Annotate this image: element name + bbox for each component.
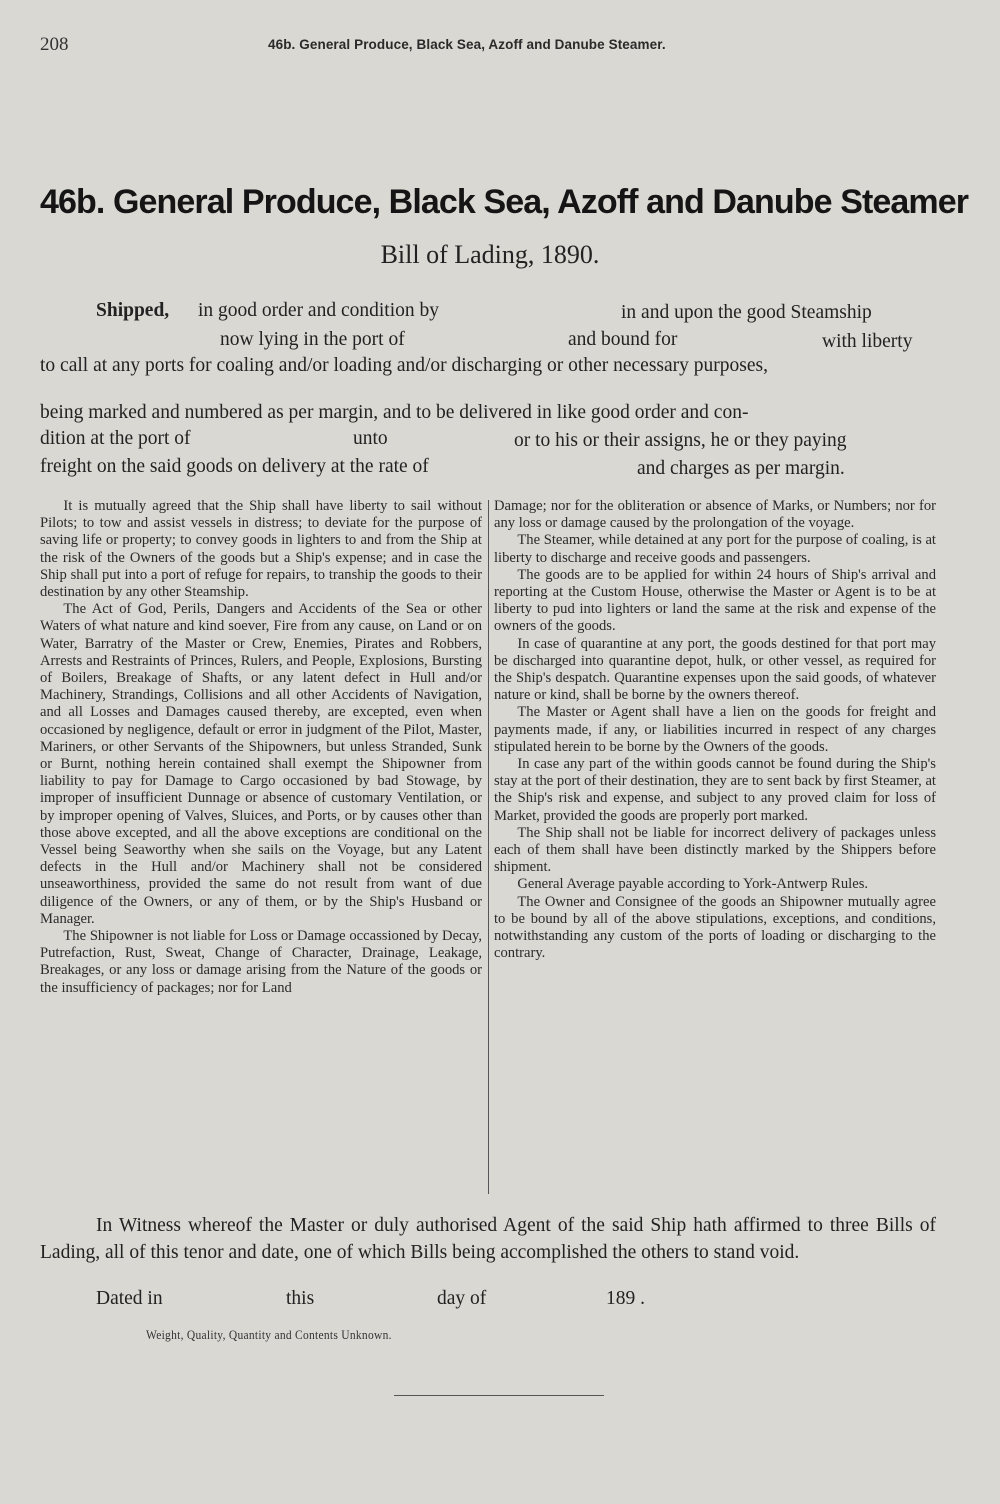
intro-fragment: with liberty <box>822 331 913 352</box>
clauses-right-column <box>494 498 936 962</box>
intro-fragment: in good order and condition by <box>198 300 439 321</box>
clauses-left-column <box>40 498 482 997</box>
intro-fragment: and charges as per margin. <box>637 458 845 479</box>
clause-paragraph: The Act of God, Perils, Dangers and Accidents of the Sea or other Waters of what nature and kind soever, Fire from any cause, on Land or on Water, Barratry of the Master or Crew, Enemies, Pirates and Robbers, Arrests and Restraints of Princes, Rulers, and People, Explosions, Bursting of Boilers, Breakage of Shafts, or any latent defect in Hull and/or Machinery, Strandings, Collisions and all other Accidents of Navigation, and all Losses and Damages caused thereby, are excepted, even when occasioned by negligence, default or error in judgment of the Pilot, Master, Mariners, or other Servants of the Shipowners, but unless Stranded, Sunk or Burnt, nothing herein contained shall exempt the Shipowner from liability to pay for Damage to Cargo occasioned by bad Stowage, by improper of insufficient Dunnage or absence of customary Ventilation, or by improper opening of Valves, Sluices, and Ports, or by causes other than those above excepted, and all the above exceptions are conditional on the Vessel being Seaworthy when she sails on the Voyage, but any Latent defects in the Hull and/or Machinery shall not be considered unseaworthiness, provided the same do not result from want of due diligence of the Owners, or any of them, or by the Ship's Husband or Manager. <box>40 601 482 927</box>
clause-paragraph: Damage; nor for the obliteration or absence of Marks, or Numbers; nor for any loss or damage caused by the prolongation of the voyage. <box>494 498 936 532</box>
intro-fragment: dition at the port of <box>40 428 191 449</box>
column-divider <box>488 500 489 1194</box>
day-of-label: day of <box>437 1288 487 1309</box>
this-label: this <box>286 1288 315 1309</box>
clause-paragraph: In case any part of the within goods cannot be found during the Ship's stay at the port of their destination, they are to sent back by first Steamer, at the Ship's risk and expense, and subject to any proved claim for loss of Market, provided the goods are properly port marked. <box>494 756 936 824</box>
clause-paragraph: The Ship shall not be liable for incorrect delivery of packages unless each of them shall have been distinctly marked by the Shippers before shipment. <box>494 824 936 876</box>
document-subtitle: Bill of Lading, 1890. <box>380 240 600 269</box>
witness-clause <box>40 1212 936 1266</box>
contents-unknown-note: Weight, Quality, Quantity and Contents Unknown. <box>146 1328 392 1342</box>
clause-paragraph: General Average payable according to York-Antwerp Rules. <box>517 876 869 893</box>
year-label: 189 . <box>606 1288 645 1309</box>
intro-fragment: in and upon the good Steamship <box>621 302 872 323</box>
document-title: 46b. General Produce, Black Sea, Azoff and Danube Steamer <box>40 183 969 221</box>
intro-fragment: unto <box>353 428 388 449</box>
intro-line: to call at any ports for coaling and/or loading and/or discharging or other necessary purposes, <box>40 355 768 376</box>
clause-paragraph: The Master or Agent shall have a lien on the goods for freight and payments made, if any, or liabilities incurred in respect of any charges stipulated herein to be borne by the Owners of the goods. <box>494 704 936 755</box>
intro-fragment: and bound for <box>568 329 678 350</box>
clause-paragraph: The Steamer, while detained at any port for the purpose of coaling, is at liberty to discharge and receive goods and passengers. <box>494 532 936 566</box>
clause-paragraph: The goods are to be applied for within 24 hours of Ship's arrival and reporting at the Custom House, otherwise the Master or Agent is to be at liberty to pud into lighters or land the same at the risk and expense of the owners of the goods. <box>494 566 936 635</box>
intro-fragment: now lying in the port of <box>220 329 405 350</box>
clause-paragraph: In case of quarantine at any port, the goods destined for that port may be discharged into quarantine depot, hulk, or other vessel, as required for the Ship's despatch. Quarantine expenses upon the said goods, of whatever nature or kind, shall be borne by the owners thereof. <box>494 635 936 704</box>
signature-line <box>394 1395 604 1396</box>
clause-paragraph: The Owner and Consignee of the goods an Shipowner mutually agree to be bound by all of the above stipulations, exceptions, and conditions, notwithstanding any custom of the ports of loading or discharging to the contrary. <box>494 893 936 962</box>
clause-paragraph: It is mutually agreed that the Ship shall have liberty to sail without Pilots; to tow and assist vessels in distress; to deviate for the purpose of saving life or property; to convey goods in lighters to and from the Ship at the risk of the Owners of the goods but a Ship's expense; and in case the Ship shall put into a port of refuge for repairs, to tranship the goods to their destination by any other Steamship. <box>40 498 482 601</box>
dated-line <box>40 1288 936 1318</box>
intro-fragment: or to his or their assigns, he or they paying <box>514 430 847 451</box>
running-title: 46b. General Produce, Black Sea, Azoff and Danube Steamer. <box>268 37 666 52</box>
clauses-section <box>40 498 936 1198</box>
dated-in-label: Dated in <box>96 1288 163 1309</box>
intro-shipped: Shipped, <box>96 300 170 321</box>
page-number: 208 <box>40 34 69 55</box>
witness-text: In Witness whereof the Master or duly authorised Agent of the said Ship hath affirmed to three Bills of Lading, all of this tenor and date, one of which Bills being accomplished the others to stand void. <box>40 1215 936 1263</box>
intro-fragment: freight on the said goods on delivery at the rate of <box>40 456 429 477</box>
intro-line: being marked and numbered as per margin, and to be delivered in like good order and con- <box>40 402 749 423</box>
running-head <box>40 34 940 64</box>
clause-paragraph: The Shipowner is not liable for Loss or Damage occassioned by Decay, Putrefaction, Rust, Sweat, Change of Character, Drainage, Leakage, Breakages, or any loss or damage arising from the Nature of the goods or the insufficiency of packages; nor for Land <box>40 928 482 996</box>
